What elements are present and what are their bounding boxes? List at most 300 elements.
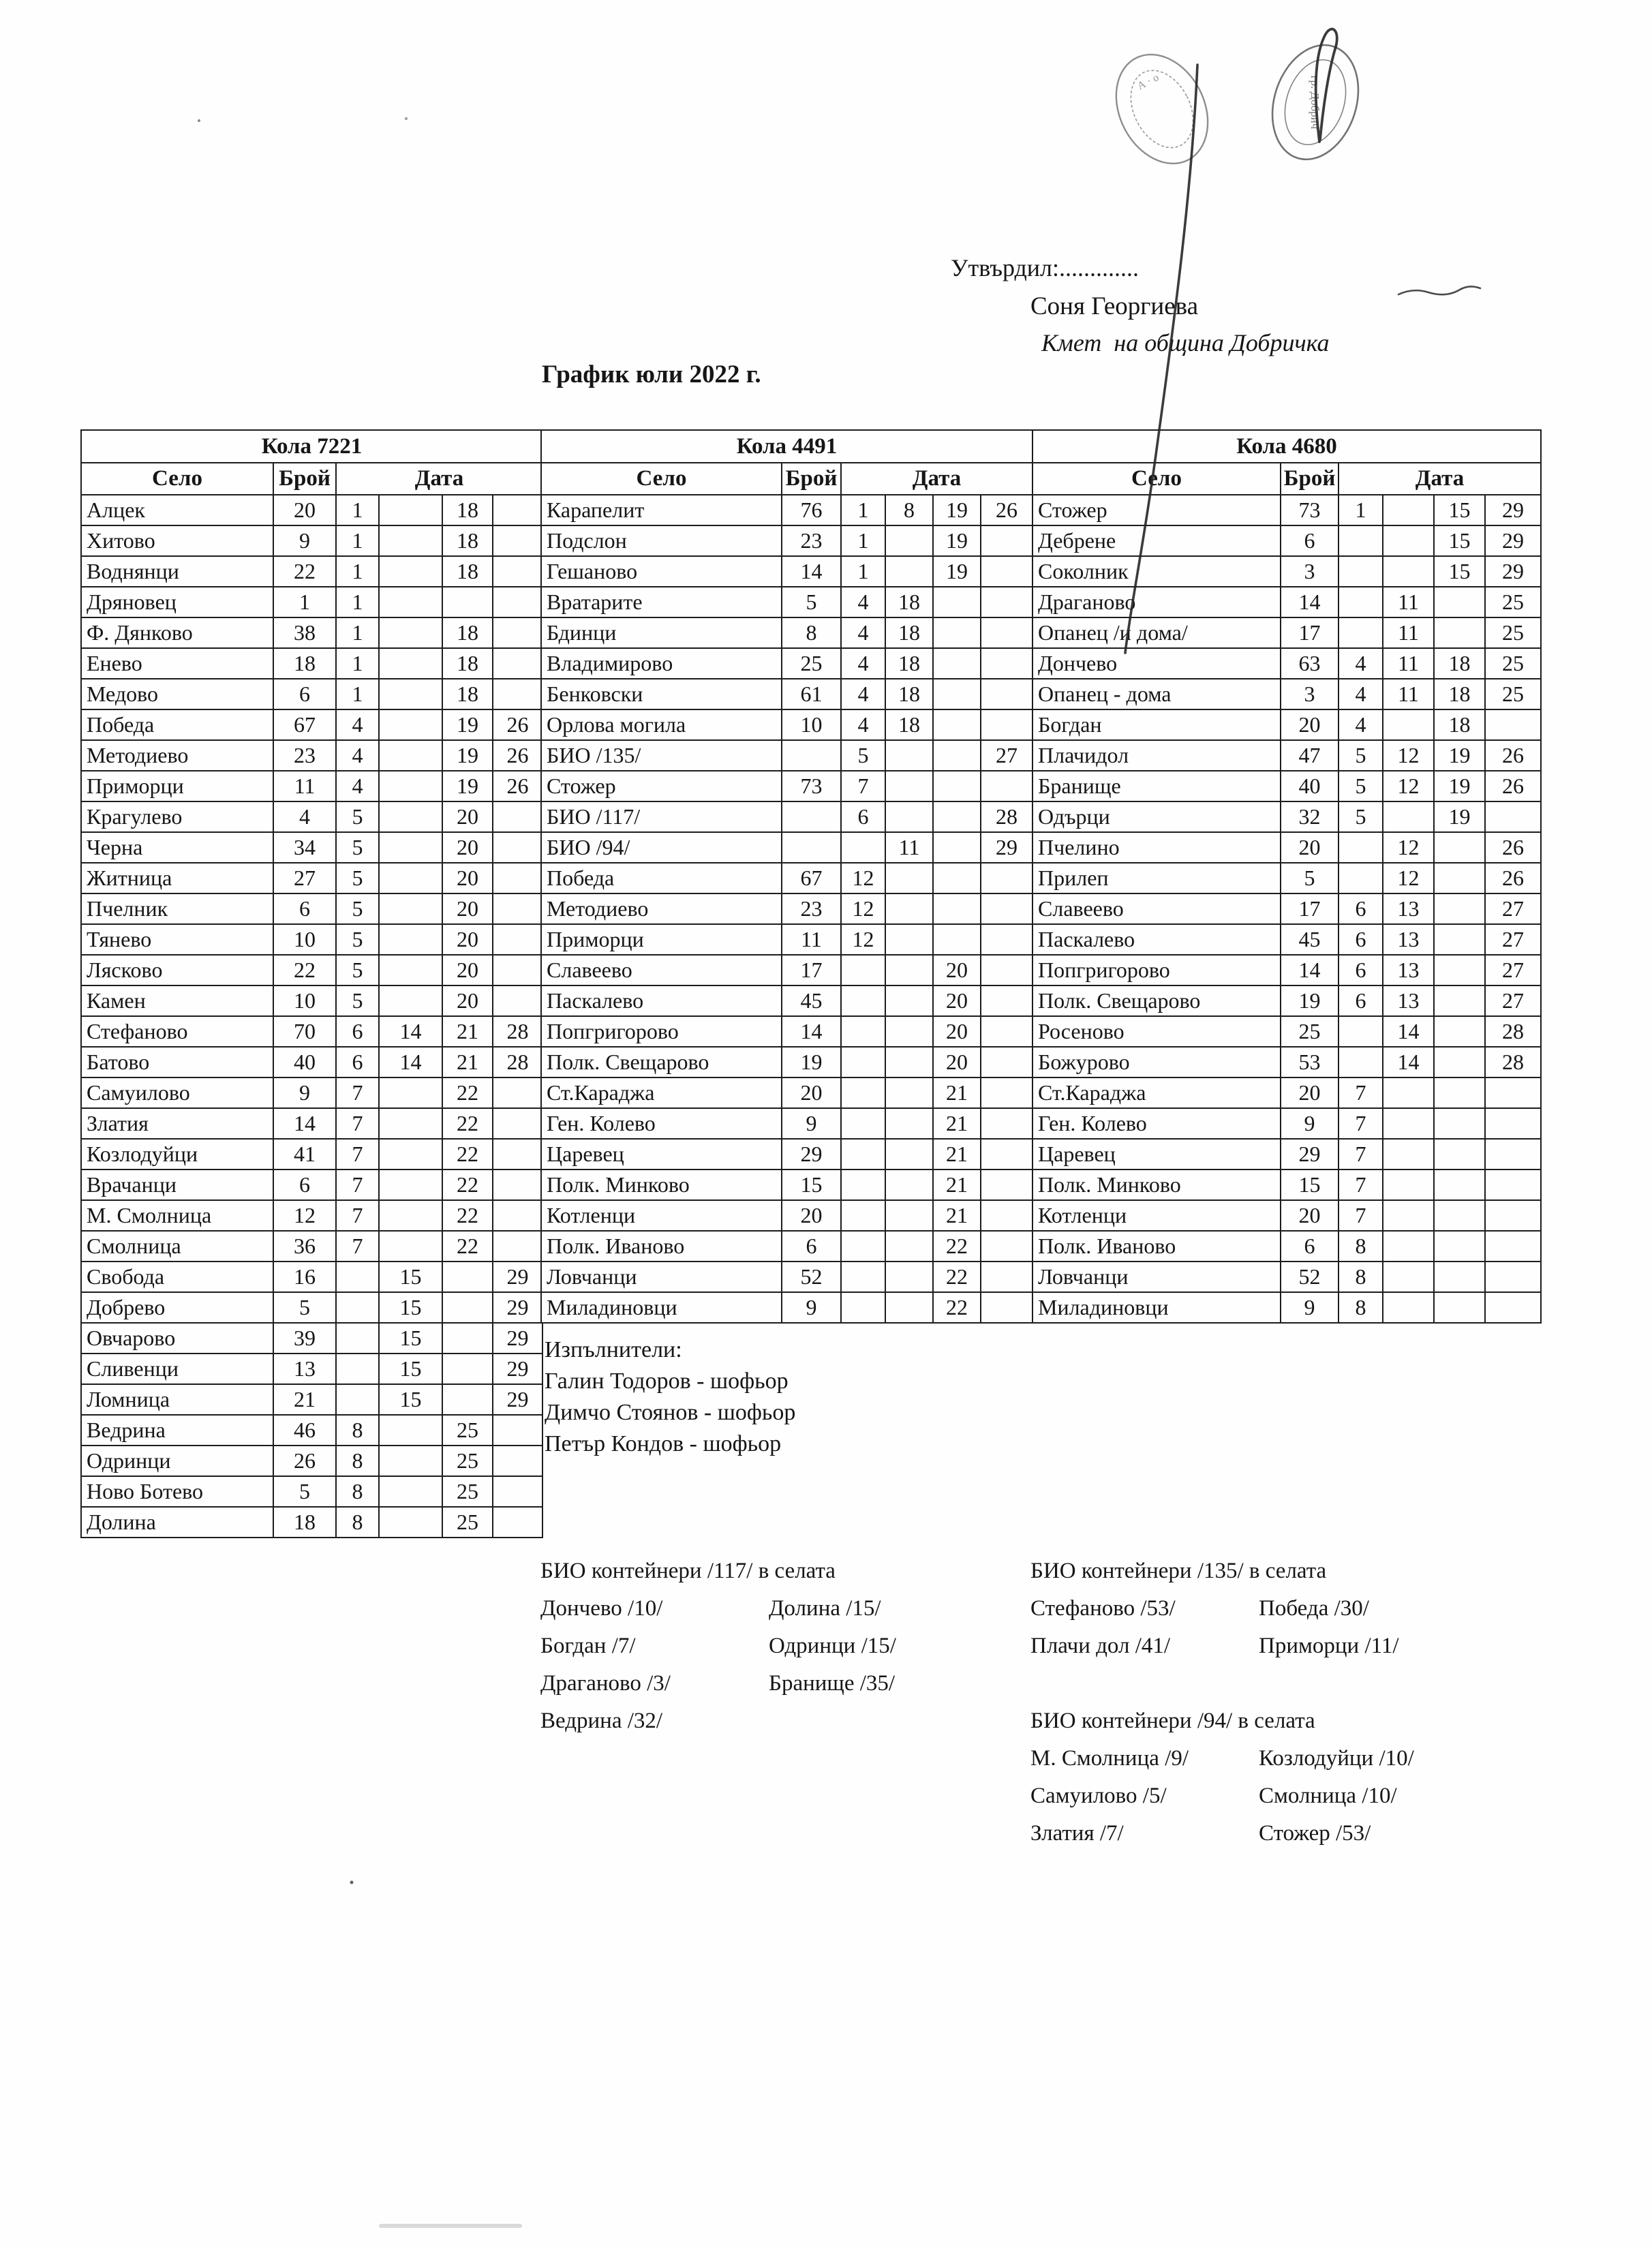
bio-row xyxy=(540,1702,896,1740)
date-cell: 11 xyxy=(1383,617,1434,648)
date-cell: 11 xyxy=(885,832,933,863)
date-cell: 11 xyxy=(1383,648,1434,679)
date-cell: 22 xyxy=(442,1170,493,1200)
date-cell: 25 xyxy=(442,1415,493,1446)
date-cell xyxy=(841,1016,885,1047)
date-cell: 28 xyxy=(1485,1016,1541,1047)
date-cell xyxy=(379,832,442,863)
village-cell: Долина xyxy=(81,1507,273,1538)
date-cell xyxy=(1434,617,1485,648)
date-cell: 25 xyxy=(1485,679,1541,709)
village-cell: Попгригорово xyxy=(541,1016,782,1047)
date-cell: 18 xyxy=(1434,679,1485,709)
date-cell xyxy=(1485,1200,1541,1231)
count-cell: 4 xyxy=(273,801,336,832)
table-row xyxy=(541,1292,1032,1323)
date-cell: 7 xyxy=(1339,1139,1383,1170)
date-cell xyxy=(379,495,442,525)
table-row xyxy=(81,1384,542,1415)
count-cell: 19 xyxy=(1281,985,1339,1016)
date-cell: 21 xyxy=(933,1200,981,1231)
date-cell xyxy=(981,955,1032,985)
date-cell xyxy=(379,863,442,893)
bio-block-title: БИО контейнери /135/ в селата xyxy=(1030,1559,1327,1583)
table-row xyxy=(1032,1200,1541,1231)
bio-row xyxy=(1030,1815,1414,1852)
date-cell: 12 xyxy=(1383,863,1434,893)
date-cell: 14 xyxy=(1383,1047,1434,1077)
date-cell xyxy=(442,1354,493,1384)
table-row xyxy=(81,495,542,525)
date-cell: 5 xyxy=(841,740,885,771)
count-cell: 23 xyxy=(273,740,336,771)
count-cell: 11 xyxy=(782,924,841,955)
count-cell: 73 xyxy=(782,771,841,801)
date-cell: 22 xyxy=(933,1231,981,1262)
date-cell xyxy=(1434,1016,1485,1047)
date-cell: 6 xyxy=(336,1016,379,1047)
date-cell xyxy=(841,832,885,863)
date-cell: 1 xyxy=(336,617,379,648)
date-cell: 15 xyxy=(1434,525,1485,556)
bio-row xyxy=(540,1627,896,1665)
date-cell: 6 xyxy=(1339,893,1383,924)
date-cell xyxy=(1485,1139,1541,1170)
bio-entry: Приморци /11/ xyxy=(1259,1634,1399,1658)
col-header-village: Село xyxy=(81,463,273,495)
village-cell: Ст.Караджа xyxy=(541,1077,782,1108)
village-cell: Миладиновци xyxy=(541,1292,782,1323)
table-row xyxy=(81,1016,542,1047)
table-row xyxy=(1032,1047,1541,1077)
date-cell xyxy=(841,1108,885,1139)
village-cell: Козлодуйци xyxy=(81,1139,273,1170)
date-cell: 7 xyxy=(1339,1108,1383,1139)
count-cell: 10 xyxy=(273,985,336,1016)
bio-entry xyxy=(769,1702,896,1740)
date-cell: 18 xyxy=(442,648,493,679)
village-cell: Ново Ботево xyxy=(81,1476,273,1507)
date-cell xyxy=(1485,1108,1541,1139)
date-cell xyxy=(981,709,1032,740)
table-row xyxy=(81,556,542,587)
village-cell: Царевец xyxy=(541,1139,782,1170)
date-cell xyxy=(885,556,933,587)
date-cell xyxy=(841,1170,885,1200)
round-stamp-right-icon xyxy=(1258,34,1372,171)
date-cell xyxy=(841,985,885,1016)
date-cell xyxy=(933,832,981,863)
date-cell xyxy=(885,1108,933,1139)
date-cell xyxy=(493,1077,542,1108)
table-row xyxy=(541,556,1032,587)
date-cell: 5 xyxy=(336,863,379,893)
date-cell: 26 xyxy=(1485,771,1541,801)
count-cell: 67 xyxy=(782,863,841,893)
table-row xyxy=(1032,801,1541,832)
village-cell: Росеново xyxy=(1032,1016,1281,1047)
village-cell: Самуилово xyxy=(81,1077,273,1108)
date-cell xyxy=(379,1476,442,1507)
col-header-count: Брой xyxy=(273,463,336,495)
date-cell xyxy=(1434,1292,1485,1323)
date-cell xyxy=(379,1200,442,1231)
village-cell: Славеево xyxy=(1032,893,1281,924)
date-cell xyxy=(841,955,885,985)
date-cell: 4 xyxy=(841,679,885,709)
date-cell xyxy=(981,648,1032,679)
date-cell xyxy=(1383,1170,1434,1200)
date-cell xyxy=(1339,863,1383,893)
table-row xyxy=(1032,740,1541,771)
date-cell: 18 xyxy=(442,617,493,648)
village-cell: Добрево xyxy=(81,1292,273,1323)
table-row xyxy=(1032,709,1541,740)
table-row xyxy=(541,1200,1032,1231)
count-cell: 6 xyxy=(1281,525,1339,556)
date-cell: 22 xyxy=(442,1231,493,1262)
table-row xyxy=(541,924,1032,955)
village-cell: Полк. Иваново xyxy=(1032,1231,1281,1262)
date-cell: 1 xyxy=(336,587,379,617)
village-cell: Стефаново xyxy=(81,1016,273,1047)
svg-text:А · о: А · о xyxy=(1135,72,1161,93)
village-cell: Медово xyxy=(81,679,273,709)
date-cell: 18 xyxy=(442,495,493,525)
date-cell xyxy=(493,1170,542,1200)
count-cell: 61 xyxy=(782,679,841,709)
date-cell xyxy=(981,679,1032,709)
table-row xyxy=(1032,1231,1541,1262)
date-cell xyxy=(493,587,542,617)
date-cell xyxy=(885,1262,933,1292)
count-cell: 21 xyxy=(273,1384,336,1415)
date-cell xyxy=(1339,556,1383,587)
date-cell: 5 xyxy=(336,955,379,985)
date-cell xyxy=(981,985,1032,1016)
table-row xyxy=(541,1170,1032,1200)
date-cell xyxy=(1383,1200,1434,1231)
count-cell: 22 xyxy=(273,556,336,587)
date-cell: 11 xyxy=(1383,679,1434,709)
date-cell xyxy=(933,679,981,709)
table-row xyxy=(81,955,542,985)
count-cell: 9 xyxy=(1281,1108,1339,1139)
date-cell: 6 xyxy=(1339,985,1383,1016)
bio-entry: Плачи дол /41/ xyxy=(1030,1634,1171,1658)
date-cell: 12 xyxy=(841,893,885,924)
village-cell: М. Смолница xyxy=(81,1200,273,1231)
count-cell: 8 xyxy=(782,617,841,648)
table-row xyxy=(1032,893,1541,924)
date-cell: 7 xyxy=(336,1200,379,1231)
col-header-count: Брой xyxy=(1281,463,1339,495)
date-cell xyxy=(442,1262,493,1292)
executor-item: Димчо Стоянов - шофьор xyxy=(545,1400,796,1425)
date-cell: 1 xyxy=(336,679,379,709)
date-cell xyxy=(841,1047,885,1077)
date-cell: 27 xyxy=(981,740,1032,771)
table-row xyxy=(541,1108,1032,1139)
count-cell: 18 xyxy=(273,648,336,679)
date-cell xyxy=(933,709,981,740)
table-row xyxy=(81,617,542,648)
date-cell xyxy=(1434,1262,1485,1292)
date-cell xyxy=(1434,1108,1485,1139)
date-cell: 25 xyxy=(442,1507,493,1538)
date-cell: 22 xyxy=(442,1077,493,1108)
date-cell: 18 xyxy=(442,556,493,587)
village-cell: Пчелино xyxy=(1032,832,1281,863)
date-cell: 13 xyxy=(1383,924,1434,955)
approval-line: Утвърдил:............. xyxy=(951,254,1139,281)
date-cell: 4 xyxy=(841,648,885,679)
village-cell: Ведрина xyxy=(81,1415,273,1446)
date-cell: 4 xyxy=(1339,679,1383,709)
village-cell: Ген. Колево xyxy=(1032,1108,1281,1139)
count-cell: 19 xyxy=(782,1047,841,1077)
date-cell xyxy=(379,985,442,1016)
village-cell: Ловчанци xyxy=(1032,1262,1281,1292)
date-cell xyxy=(379,679,442,709)
count-cell: 6 xyxy=(1281,1231,1339,1262)
date-cell xyxy=(493,832,542,863)
col-header-count: Брой xyxy=(782,463,841,495)
date-cell: 5 xyxy=(1339,740,1383,771)
table-row xyxy=(1032,648,1541,679)
date-cell xyxy=(1434,1139,1485,1170)
table-row xyxy=(541,1231,1032,1262)
table-row xyxy=(81,771,542,801)
count-cell: 23 xyxy=(782,525,841,556)
date-cell xyxy=(933,801,981,832)
date-cell xyxy=(336,1292,379,1323)
date-cell: 13 xyxy=(1383,985,1434,1016)
date-cell: 14 xyxy=(379,1047,442,1077)
date-cell: 8 xyxy=(336,1446,379,1476)
date-cell xyxy=(885,1292,933,1323)
bio-entry: Долина /15/ xyxy=(769,1596,881,1621)
date-cell xyxy=(933,893,981,924)
schedule-table-kola-4491 xyxy=(540,429,1033,1324)
village-cell: БИО /117/ xyxy=(541,801,782,832)
date-cell: 4 xyxy=(336,709,379,740)
bio-containers-117-block xyxy=(540,1553,896,1740)
date-cell xyxy=(885,1170,933,1200)
village-cell: Полк. Минково xyxy=(541,1170,782,1200)
date-cell: 5 xyxy=(336,985,379,1016)
date-cell: 22 xyxy=(442,1139,493,1170)
date-cell xyxy=(379,1077,442,1108)
table-row xyxy=(81,924,542,955)
date-cell: 20 xyxy=(933,955,981,985)
village-cell: Стожер xyxy=(541,771,782,801)
count-cell: 5 xyxy=(273,1292,336,1323)
count-cell: 36 xyxy=(273,1231,336,1262)
bio-entry: Самуилово /5/ xyxy=(1030,1784,1167,1808)
date-cell xyxy=(885,863,933,893)
date-cell xyxy=(1383,556,1434,587)
date-cell xyxy=(442,1292,493,1323)
date-cell xyxy=(1434,1077,1485,1108)
village-cell: Приморци xyxy=(81,771,273,801)
village-cell: Соколник xyxy=(1032,556,1281,587)
date-cell: 18 xyxy=(885,648,933,679)
date-cell xyxy=(1485,1292,1541,1323)
village-cell: Ст.Караджа xyxy=(1032,1077,1281,1108)
date-cell xyxy=(1434,1231,1485,1262)
count-cell: 38 xyxy=(273,617,336,648)
date-cell: 26 xyxy=(1485,740,1541,771)
date-cell: 5 xyxy=(336,924,379,955)
date-cell xyxy=(379,1446,442,1476)
date-cell xyxy=(981,1231,1032,1262)
date-cell: 19 xyxy=(1434,771,1485,801)
date-cell: 20 xyxy=(933,1047,981,1077)
bio-row xyxy=(1030,1740,1414,1777)
village-cell: Полк. Свещарово xyxy=(541,1047,782,1077)
date-cell: 11 xyxy=(1383,587,1434,617)
village-cell: Овчарово xyxy=(81,1323,273,1354)
date-cell: 8 xyxy=(336,1476,379,1507)
bio-entry: Богдан /7/ xyxy=(540,1634,636,1658)
date-cell: 13 xyxy=(1383,893,1434,924)
table-row xyxy=(1032,617,1541,648)
date-cell xyxy=(841,1231,885,1262)
date-cell: 28 xyxy=(493,1016,542,1047)
table-row xyxy=(81,1231,542,1262)
date-cell: 7 xyxy=(336,1077,379,1108)
village-cell: Прилеп xyxy=(1032,863,1281,893)
village-cell: Ловчанци xyxy=(541,1262,782,1292)
table-row xyxy=(1032,1139,1541,1170)
table-row xyxy=(1032,679,1541,709)
count-cell: 29 xyxy=(782,1139,841,1170)
table-row xyxy=(81,1354,542,1384)
village-cell: Методиево xyxy=(541,893,782,924)
village-cell: Владимирово xyxy=(541,648,782,679)
date-cell: 26 xyxy=(1485,863,1541,893)
table-row xyxy=(1032,1016,1541,1047)
date-cell: 22 xyxy=(442,1200,493,1231)
date-cell xyxy=(379,924,442,955)
village-cell: Батово xyxy=(81,1047,273,1077)
date-cell xyxy=(1383,1108,1434,1139)
date-cell xyxy=(1434,1200,1485,1231)
date-cell xyxy=(379,1507,442,1538)
date-cell: 20 xyxy=(442,801,493,832)
table-row xyxy=(541,801,1032,832)
date-cell xyxy=(841,1077,885,1108)
village-cell: Божурово xyxy=(1032,1047,1281,1077)
village-cell: БИО /94/ xyxy=(541,832,782,863)
village-cell: Ген. Колево xyxy=(541,1108,782,1139)
date-cell xyxy=(981,1292,1032,1323)
date-cell xyxy=(493,556,542,587)
date-cell xyxy=(885,893,933,924)
date-cell: 27 xyxy=(1485,924,1541,955)
date-cell xyxy=(841,1262,885,1292)
date-cell xyxy=(1383,709,1434,740)
count-cell: 20 xyxy=(782,1077,841,1108)
date-cell xyxy=(1339,617,1383,648)
count-cell: 46 xyxy=(273,1415,336,1446)
table-row xyxy=(81,801,542,832)
village-cell: Бенковски xyxy=(541,679,782,709)
date-cell xyxy=(379,1139,442,1170)
village-cell: Попгригорово xyxy=(1032,955,1281,985)
date-cell: 25 xyxy=(1485,617,1541,648)
village-cell: Методиево xyxy=(81,740,273,771)
village-cell: Котленци xyxy=(1032,1200,1281,1231)
date-cell: 29 xyxy=(493,1384,542,1415)
date-cell: 22 xyxy=(442,1108,493,1139)
date-cell: 29 xyxy=(1485,495,1541,525)
village-cell: Тянево xyxy=(81,924,273,955)
village-cell: Черна xyxy=(81,832,273,863)
village-cell: Врачанци xyxy=(81,1170,273,1200)
date-cell xyxy=(1485,1170,1541,1200)
date-cell: 6 xyxy=(1339,955,1383,985)
count-cell: 15 xyxy=(1281,1170,1339,1200)
count-cell: 45 xyxy=(1281,924,1339,955)
date-cell xyxy=(981,1077,1032,1108)
date-cell xyxy=(379,1231,442,1262)
date-cell xyxy=(981,1170,1032,1200)
date-cell xyxy=(1383,801,1434,832)
date-cell xyxy=(885,740,933,771)
date-cell: 21 xyxy=(933,1108,981,1139)
date-cell xyxy=(379,1170,442,1200)
date-cell: 7 xyxy=(336,1170,379,1200)
date-cell: 6 xyxy=(336,1047,379,1077)
date-cell xyxy=(981,1108,1032,1139)
table-row xyxy=(81,587,542,617)
date-cell: 21 xyxy=(442,1047,493,1077)
bio-block-rows xyxy=(540,1590,896,1740)
table-row xyxy=(541,1139,1032,1170)
village-cell: Карапелит xyxy=(541,495,782,525)
table-row xyxy=(81,893,542,924)
table-row xyxy=(541,587,1032,617)
date-cell: 4 xyxy=(841,709,885,740)
count-cell: 9 xyxy=(1281,1292,1339,1323)
date-cell xyxy=(841,1292,885,1323)
date-cell: 28 xyxy=(1485,1047,1541,1077)
count-cell: 25 xyxy=(1281,1016,1339,1047)
village-cell: Златия xyxy=(81,1108,273,1139)
date-cell: 1 xyxy=(336,648,379,679)
schedule-table-kola-7221 xyxy=(80,429,543,1538)
car-header: Кола 4680 xyxy=(1032,430,1541,463)
table-row xyxy=(81,1047,542,1077)
date-cell xyxy=(885,771,933,801)
count-cell: 40 xyxy=(273,1047,336,1077)
date-cell xyxy=(1434,832,1485,863)
date-cell: 19 xyxy=(442,771,493,801)
table-row xyxy=(1032,1262,1541,1292)
village-cell: БИО /135/ xyxy=(541,740,782,771)
date-cell: 14 xyxy=(379,1016,442,1047)
date-cell xyxy=(1485,801,1541,832)
table-row xyxy=(1032,1170,1541,1200)
date-cell: 19 xyxy=(442,709,493,740)
date-cell: 12 xyxy=(1383,832,1434,863)
date-cell xyxy=(1434,955,1485,985)
date-cell: 15 xyxy=(1434,556,1485,587)
date-cell xyxy=(336,1354,379,1384)
bio-entry: Одринци /15/ xyxy=(769,1634,896,1658)
